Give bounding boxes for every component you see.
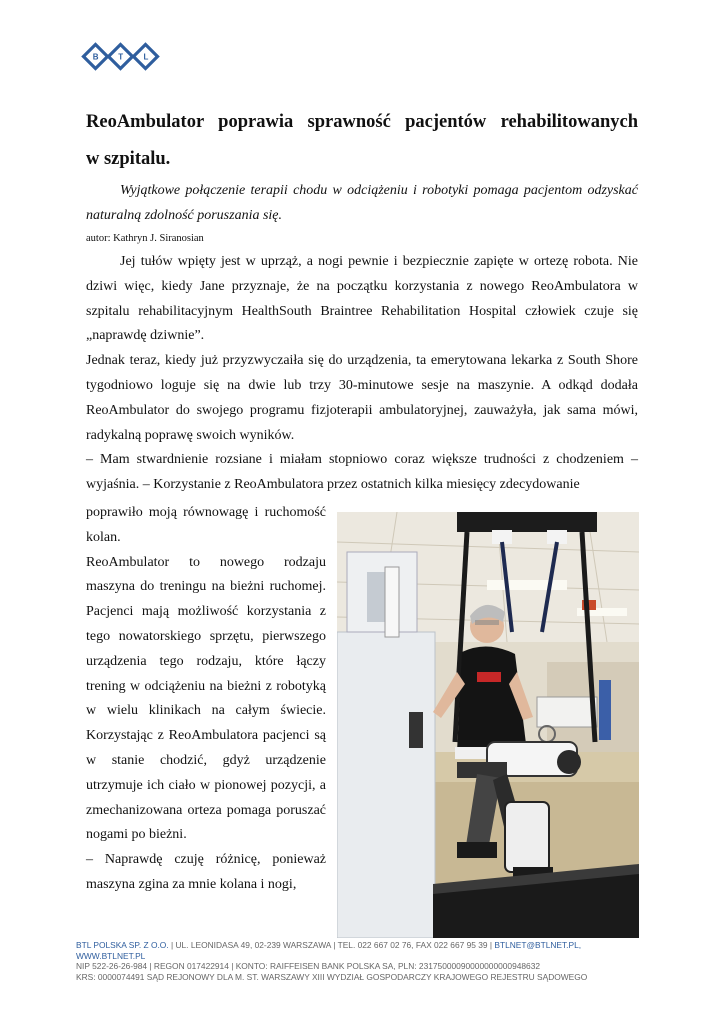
column-paragraph-3: – Naprawdę czuję różnicę, ponieważ maszyna zgina za mnie kolana i nogi, [86,852,326,892]
body-paragraph-3: – Mam stwardnienie rozsiane i miałam stopniowo coraz większe trudności z chodzeniem – wyjaśnia. – Korzystanie z ReoAmbulatora przez ostatnich kilka miesięcy zdecydowanie [86,452,638,493]
article-column [86,501,326,898]
article-body [86,250,638,498]
footer-line-3: KRS: 0000074491 SĄD REJONOWY DLA M. ST. WARSZAWY XIII WYDZIAŁ GOSPODARCZY KRAJOWEGO REJESTRU SĄDOWEGO [76,971,588,982]
reoambulator-photo [337,512,639,938]
btl-logo [80,40,162,80]
body-paragraph-1: Jej tułów wpięty jest w uprząż, a nogi pewnie i bezpiecznie zapięte w ortezę robota. Nie dziwi więc, kiedy Jane przyznaje, że na początku korzystania z nowego ReoAmbulatora w szpitalu rehabilitacyjnym HealthSouth Braintree Rehabilitation Hospital człowiek czuje się „naprawdę dziwnie”. [86,254,638,344]
footer-email-link[interactable]: BTLNET@BTLNET.PL, [494,940,582,950]
footer-line-1 [76,940,646,951]
svg-text:B: B [92,52,99,62]
article-title [86,104,638,178]
article-lead: Wyjątkowe połączenie terapii chodu w odciążeniu i robotyki pomaga pacjentom odzyskać naturalną zdolność poruszania się. [86,183,638,223]
column-paragraph-2: ReoAmbulator to nowego rodzaju maszyna do treningu na bieżni ruchomej. Pacjenci mają możliwość korzystania z tego nowatorskiego sprzętu, pierwszego urządzenia tego rodzaju, które łączy trening w odciążeniu na bieżni z robotyką w wielu klinikach na całym świecie. Korzystając z ReoAmbulatora pacjenci są w stanie chodzić, gdyż urządzenie utrzymuje ich ciało w pionowej pozycji, a zmechanizowana orteza pomaga poruszać nogami po bieżni. [86,554,326,843]
svg-text:L: L [143,52,149,62]
title-line-1: ReoAmbulator poprawia sprawność pacjentów rehabilitowanych [86,112,638,132]
footer-web-link[interactable]: WWW.BTLNET.PL [76,950,146,961]
svg-text:T: T [118,52,124,62]
footer-company: BTL POLSKA SP. Z O.O. [76,940,169,950]
footer-address: UL. LEONIDASA 49, 02-239 WARSZAWA | TEL. 022 667 02 76, FAX 022 667 95 39 | [175,940,495,950]
article-author: autor: Kathryn J. Siranosian [86,233,204,244]
column-paragraph-1: poprawiło moją równowagę i ruchomość kolan. [86,505,326,545]
footer-separator: | [168,940,176,950]
footer-line-2: NIP 522-26-26-984 | REGON 017422914 | KONTO: RAIFFEISEN BANK POLSKA SA, PLN: 23175000090000000000948632 [76,961,541,972]
page-footer [76,940,646,982]
title-line-2: w szpitalu. [86,149,171,169]
body-paragraph-2: Jednak teraz, kiedy już przyzwyczaiła się do urządzenia, ta emerytowana lekarka z South Shore tygodniowo loguje się na dwie lub trzy 30-minutowe sesje na maszynie. A odkąd dodała ReoAmbulator do swojego programu fizjoterapii ambulatoryjnej, zauważyła, jak sama mówi, radykalną poprawę swoich wyników. [86,353,638,443]
